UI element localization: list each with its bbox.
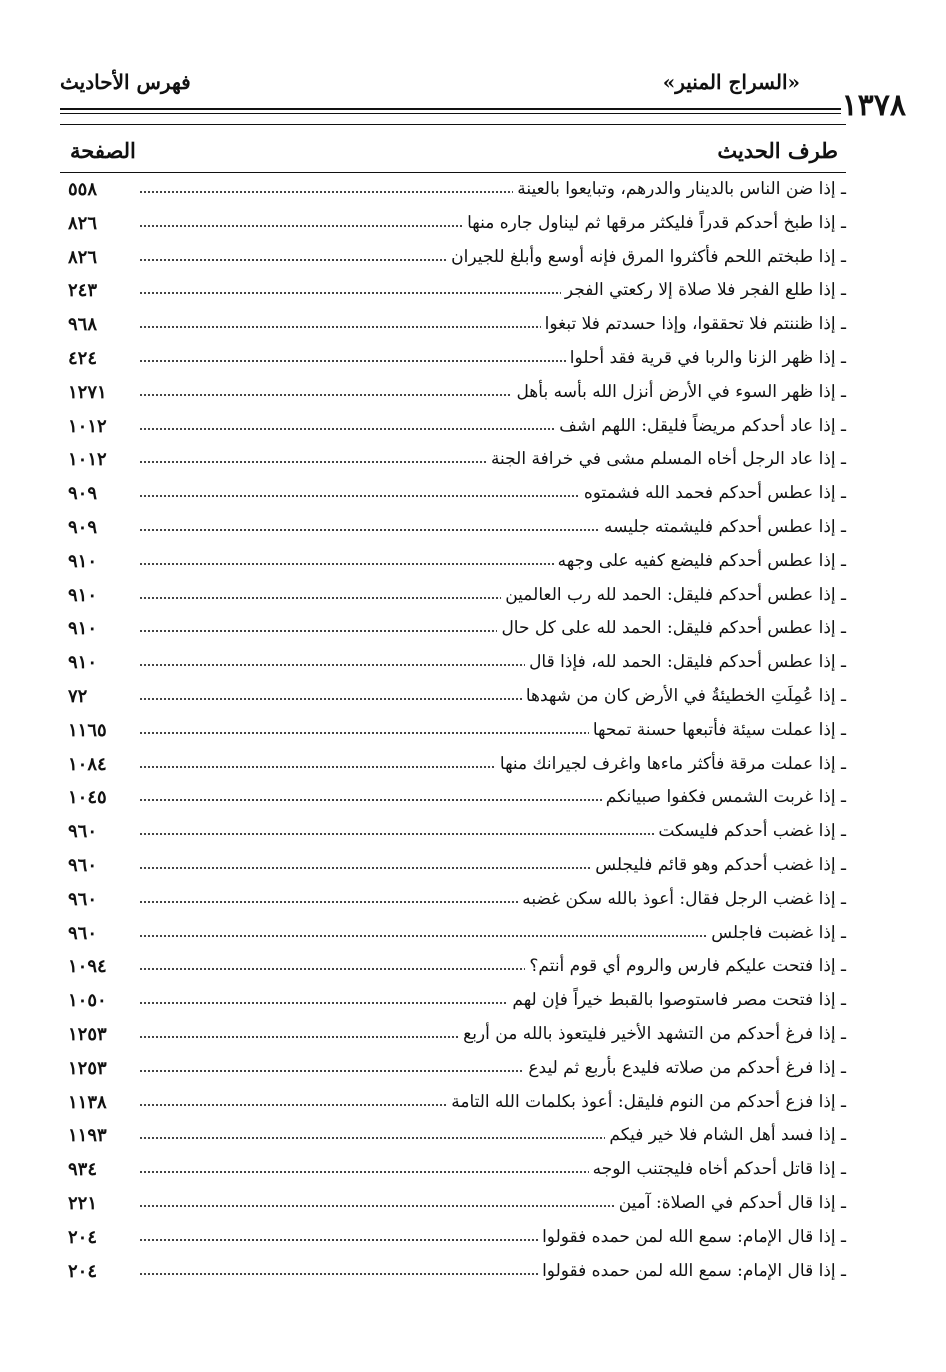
page-reference: ٤٢٤ [68,347,98,369]
page-reference: ١٠٩٤ [68,956,107,978]
hadith-text: ـ إذا عاد أحدكم مريضاً فليقل: اللهم اشف [555,416,846,436]
header-rule [60,108,841,110]
hadith-text: ـ إذا قال الإمام: سمع الله لمن حمده فقولوا [538,1227,846,1247]
hadith-text: ـ إذا عُمِلَتِ الخطيئةُ في الأرض كان من شهدها [522,686,846,706]
page-reference: ٩١٠ [68,550,98,572]
page-reference: ١٠٥٠ [68,990,107,1012]
index-entry [60,884,846,918]
hadith-text: ـ إذا قال أحدكم في الصلاة: آمين [615,1193,846,1213]
hadith-text: ـ إذا عملت سيئة فأتبعها حسنة تمحها [589,720,846,740]
index-entry [60,749,846,783]
hadith-text: ـ إذا غربت الشمس فكفوا صبيانكم [602,787,846,807]
hadith-text: ـ إذا فتحت عليكم فارس والروم أي قوم أنتم؟ [525,956,846,976]
page-reference: ٩١٠ [68,584,98,606]
hadith-text: ـ إذا فزع أحدكم من النوم فليقل: أعوذ بكلمات الله التامة [447,1092,846,1112]
index-entry [60,580,846,614]
page-reference: ٩٣٤ [68,1159,98,1181]
index-entry [60,782,846,816]
hadith-text: ـ إذا غضبت فاجلس [707,923,846,943]
page-reference: ١١٩٣ [68,1125,107,1147]
page-reference: ١١٣٨ [68,1091,107,1113]
index-entry [60,715,846,749]
page-reference: ٨٢٦ [68,246,98,268]
page-reference: ٩٦٨ [68,314,98,336]
index-entry [60,850,846,884]
index-entry [60,918,846,952]
page-reference: ٩٦٠ [68,821,98,843]
index-entry [60,242,846,276]
table-top-rule [60,124,846,125]
hadith-text: ـ إذا غضب أحدكم فليسكت [654,821,846,841]
column-header-rule [60,172,846,173]
column-headers [60,132,846,172]
page-reference: ٢٢١ [68,1192,98,1214]
hadith-text: ـ إذا قال الإمام: سمع الله لمن حمده فقولوا [538,1261,846,1281]
page-reference: ١٠٤٥ [68,787,107,809]
hadith-text: ـ إذا عطس أحدكم فليقل: الحمد لله على كل حال [497,618,846,638]
hadith-text: ـ إذا ظهر الزنا والربا في قرية فقد أحلوا [566,348,846,368]
hadith-index-list [60,174,846,1289]
index-entry [60,174,846,208]
index-entry [60,816,846,850]
index-entry [60,275,846,309]
hadith-text: ـ إذا طلع الفجر فلا صلاة إلا ركعتي الفجر [561,280,846,300]
index-entry [60,1154,846,1188]
hadith-text: ـ إذا غضب الرجل فقال: أعوذ بالله سكن غضبه [518,889,846,909]
index-entry [60,444,846,478]
page-reference: ٩٠٩ [68,483,98,505]
index-entry [60,1120,846,1154]
page-reference: ١٠١٢ [68,415,107,437]
page-reference: ٩١٠ [68,618,98,640]
page-reference: ٧٢ [68,685,88,707]
hadith-text: ـ إذا فرغ أحدكم من التشهد الأخير فليتعوذ بالله من أربع [459,1024,846,1044]
page-reference: ٢٠٤ [68,1260,98,1282]
index-entry [60,613,846,647]
page-reference: ١٠٨٤ [68,753,107,775]
hadith-text: ـ إذا عطس أحدكم فحمد الله فشمتوه [580,483,846,503]
page-reference: ٢٤٣ [68,280,98,302]
header-rule-thin [60,113,841,114]
section-title: فهرس الأحاديث [60,70,191,94]
index-entry [60,1188,846,1222]
index-entry [60,647,846,681]
index-entry [60,681,846,715]
book-title: «السراج المنير» [662,70,800,94]
index-entry [60,343,846,377]
page-reference: ٥٥٨ [68,179,98,200]
page-reference: ٩١٠ [68,652,98,674]
index-entry [60,377,846,411]
page-reference: ٩٦٠ [68,888,98,910]
index-entry [60,1222,846,1256]
hadith-text: ـ إذا عطس أحدكم فليضع كفيه على وجهه [554,551,846,571]
page-reference: ٩٦٠ [68,922,98,944]
index-entry [60,208,846,242]
hadith-text: ـ إذا طبخ أحدكم قدراً فليكثر مرقها ثم ليناول جاره منها [463,213,846,233]
column-header-page: الصفحة [70,138,136,163]
page-number: ١٣٧٨ [841,88,906,123]
hadith-text: ـ إذا غضب أحدكم وهو قائم فليجلس [591,855,846,875]
running-header [60,64,906,126]
hadith-text: ـ إذا ظهر السوء في الأرض أنزل الله بأسه بأهل [512,382,846,402]
hadith-text: ـ إذا عطس أحدكم فليقل: الحمد لله رب العالمين [501,585,846,605]
hadith-text: ـ إذا فسد أهل الشام فلا خير فيكم [605,1125,846,1145]
hadith-text: ـ إذا عملت مرقة فأكثر ماءها واغرف لجيرانك منها [496,754,846,774]
hadith-text: ـ إذا ضن الناس بالدينار والدرهم، وتبايعوا بالعينة [513,179,846,199]
index-entry [60,478,846,512]
index-entry [60,309,846,343]
page-reference: ٢٠٤ [68,1226,98,1248]
index-entry [60,985,846,1019]
page-reference: ٨٢٦ [68,212,98,234]
page-reference: ٩٠٩ [68,516,98,538]
hadith-text: ـ إذا فرغ أحدكم من صلاته فليدع بأربع ثم ليدع [524,1058,846,1078]
hadith-text: ـ إذا عطس أحدكم فليقل: الحمد لله، فإذا قال [525,652,846,672]
index-entry [60,1087,846,1121]
page-reference: ١٢٥٣ [68,1023,107,1045]
hadith-text: ـ إذا طبختم اللحم فأكثروا المرق فإنه أوسع وأبلغ للجيران [447,247,846,267]
hadith-text: ـ إذا عاد الرجل أخاه المسلم مشى في خرافة الجنة [487,449,846,469]
page-reference: ٩٦٠ [68,854,98,876]
column-header-hadith: طرف الحديث [717,138,838,163]
index-entry [60,951,846,985]
index-entry [60,546,846,580]
page-reference: ١٠١٢ [68,449,107,471]
page-reference: ١٢٥٣ [68,1057,107,1079]
hadith-text: ـ إذا عطس أحدكم فليشمته جليسه [600,517,846,537]
hadith-text: ـ إذا قاتل أحدكم أخاه فليجتنب الوجه [589,1159,846,1179]
index-entry [60,1053,846,1087]
hadith-text: ـ إذا فتحت مصر فاستوصوا بالقبط خيراً فإن لهم [508,990,846,1010]
index-entry [60,411,846,445]
hadith-text: ـ إذا ظننتم فلا تحققوا، وإذا حسدتم فلا تبغوا [541,314,846,334]
index-entry [60,512,846,546]
page-reference: ١١٦٥ [68,719,107,741]
index-entry [60,1256,846,1290]
page-reference: ١٢٧١ [68,381,107,403]
index-entry [60,1019,846,1053]
